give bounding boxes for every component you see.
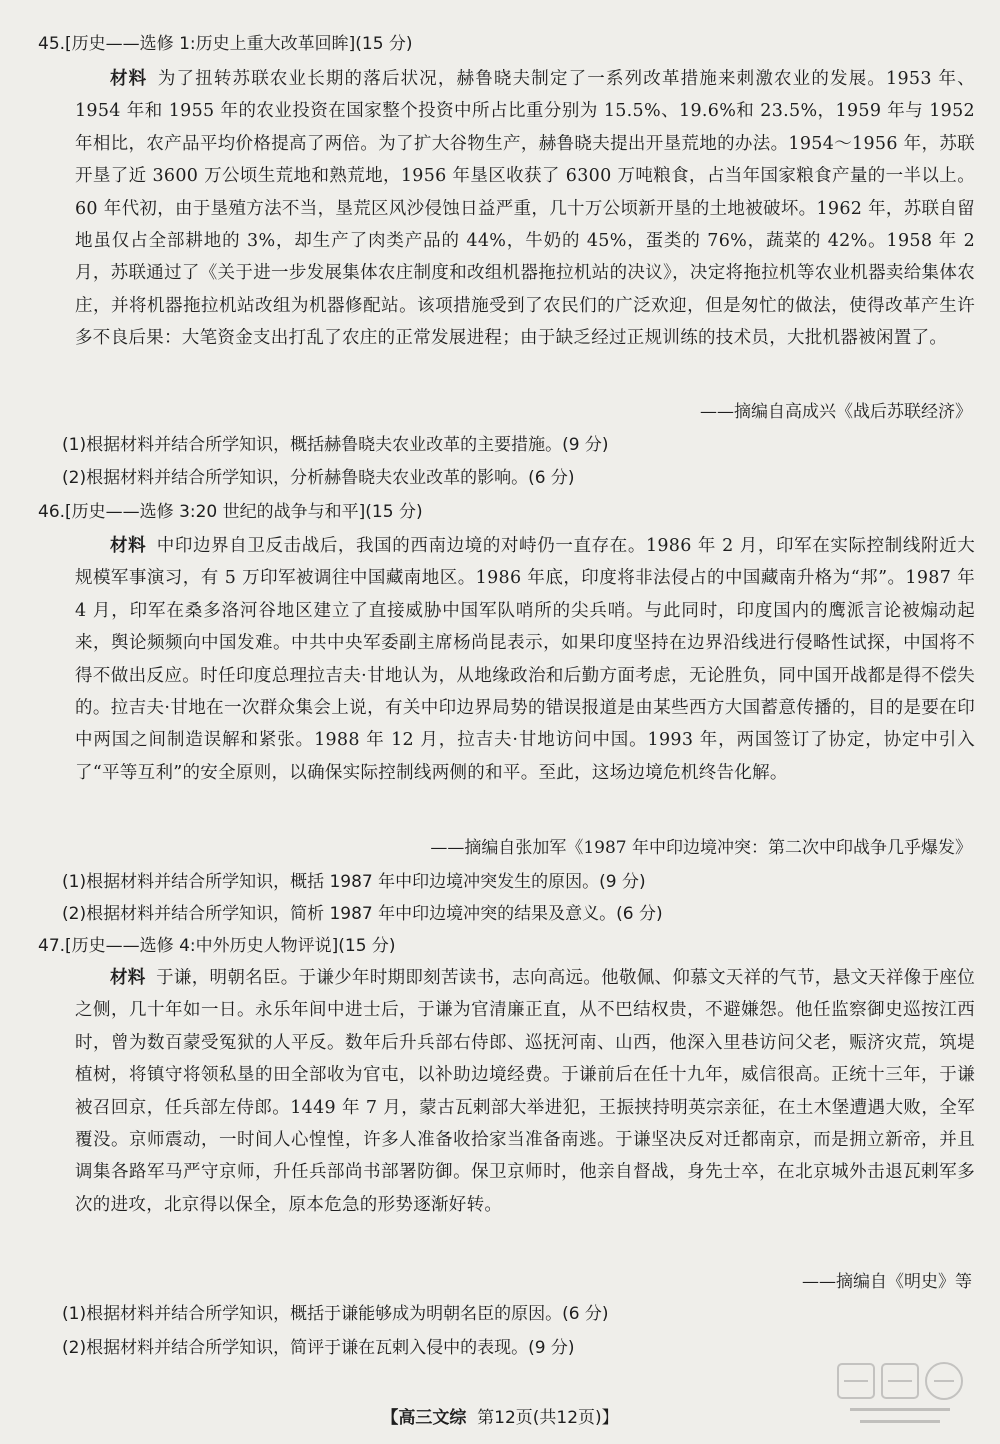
material-label: 材料 xyxy=(110,968,146,988)
question-46-subquestion-2: (2)根据材料并结合所学知识，简析 1987 年中印边境冲突的结果及意义。(6 分) xyxy=(62,904,663,924)
question-46-heading: 46.[历史——选修 3:20 世纪的战争与和平](15 分) xyxy=(38,502,423,522)
question-46-material-text: 中印边界自卫反击战后，我国的西南边境的对峙仍一直存在。1986 年 2 月，印军在实际控制线附近大规模军事演习，有 5 万印军被调往中国藏南地区。1986 年底，印度将非法侵占的中国藏南升格为“邦”。1987 年 4 月，印军在桑多洛河谷地区建立了直接威胁中国军队哨所的尖兵哨。与此同时，印度国内的鹰派言论被煽动起来，舆论频频向中国发难。中共中央军委副主席杨尚昆表示，如果印度坚持在边界沿线进行侵略性试探，中国将不得不做出反应。时任印度总理拉吉夫·甘地认为，从地缘政治和后勤方面考虑，无论胜负，同中国开战都是得不偿失的。拉吉夫·甘地在一次群众集会上说，有关中印边界局势的错误报道是由某些西方大国蓄意传播的，目的是要在印中两国之间制造误解和紧张。1988 年 12 月，拉吉夫·甘地访问中国。1993 年，两国签订了协定，协定中引入了“平等互利”的安全原则，以确保实际控制线两侧的和平。至此，这场边境危机终告化解。 xyxy=(75,536,975,783)
question-47-material xyxy=(75,962,975,1221)
footer-page-number: 第12页(共12页)】 xyxy=(477,1408,619,1428)
question-45-material xyxy=(75,63,975,355)
question-46-subquestion-1: (1)根据材料并结合所学知识，概括 1987 年中印边境冲突发生的原因。(9 分) xyxy=(62,872,646,892)
material-label: 材料 xyxy=(110,69,148,89)
material-label: 材料 xyxy=(110,536,147,556)
question-45-material-text: 为了扭转苏联农业长期的落后状况，赫鲁晓夫制定了一系列改革措施来刺激农业的发展。1953 年、1954 年和 1955 年的农业投资在国家整个投资中所占比重分别为 15.5%、19.6%和 23.5%，1959 年与 1952 年相比，农产品平均价格提高了两倍。为了扩大谷物生产，赫鲁晓夫提出开垦荒地的办法。1954～1956 年，苏联开垦了近 3600 万公顷生荒地和熟荒地，1956 年垦区收获了 6300 万吨粮食，占当年国家粮食产量的一半以上。60 年代初，由于垦殖方法不当，垦荒区风沙侵蚀日益严重，几十万公顷新开垦的土地被破坏。1962 年，苏联自留地虽仅占全部耕地的 3%，却生产了肉类产品的 44%，牛奶的 45%，蛋类的 76%，蔬菜的 42%。1958 年 2 月，苏联通过了《关于进一步发展集体农庄制度和改组机器拖拉机站的决议》，决定将拖拉机等农业机器卖给集体农庄，并将机器拖拉机站改组为机器修配站。该项措施受到了农民们的广泛欢迎，但是匆忙的做法，使得改革产生许多不良后果：大笔资金支出打乱了农庄的正常发展进程；由于缺乏经过正规训练的技术员，大批机器被闲置了。 xyxy=(75,69,975,349)
question-46-source: ——摘编自张加军《1987 年中印边境冲突：第二次中印战争几乎爆发》 xyxy=(430,838,972,858)
question-47-subquestion-2: (2)根据材料并结合所学知识，简评于谦在瓦剌入侵中的表现。(9 分) xyxy=(62,1338,575,1358)
question-45-heading: 45.[历史——选修 1:历史上重大改革回眸](15 分) xyxy=(38,34,413,54)
question-46-material xyxy=(75,530,975,789)
question-47-source: ——摘编自《明史》等 xyxy=(802,1272,972,1292)
footer-subject: 【高三文综 xyxy=(381,1408,467,1428)
question-45-subquestion-1: (1)根据材料并结合所学知识，概括赫鲁晓夫农业改革的主要措施。(9 分) xyxy=(62,435,609,455)
question-45-source: ——摘编自高成兴《战后苏联经济》 xyxy=(700,402,972,422)
question-47-heading: 47.[历史——选修 4:中外历史人物评说](15 分) xyxy=(38,936,396,956)
question-45-subquestion-2: (2)根据材料并结合所学知识，分析赫鲁晓夫农业改革的影响。(6 分) xyxy=(62,468,575,488)
bleed-through-text xyxy=(971,34,976,53)
question-47-subquestion-1: (1)根据材料并结合所学知识，概括于谦能够成为明朝名臣的原因。(6 分) xyxy=(62,1304,609,1324)
question-47-material-text: 于谦，明朝名臣。于谦少年时期即刻苦读书，志向高远。他敬佩、仰慕文天祥的气节，悬文天祥像于座位之侧，几十年如一日。永乐年间中进士后，于谦为官清廉正直，从不巴结权贵，不避嫌怨。他任监察御史巡按江西时，曾为数百蒙受冤狱的人平反。数年后升兵部右侍郎、巡抚河南、山西，他深入里巷访问父老，赈济灾荒，筑堤植树，将镇守将领私垦的田全部收为官屯，以补助边境经费。于谦前后在任十九年，威信很高。正统十三年，于谦被召回京，任兵部左侍郎。1449 年 7 月，蒙古瓦剌部大举进犯，王振挟持明英宗亲征，在土木堡遭遇大败，全军覆没。京师震动，一时间人心惶惶，许多人准备收拾家当准备南逃。于谦坚决反对迁都南京，而是拥立新帝，并且调集各路军马严守京师，升任兵部尚书部署防御。保卫京师时，他亲自督战，身先士卒，在北京城外击退瓦剌军多次的进攻，北京得以保全，原本危急的形势逐渐好转。 xyxy=(75,968,975,1215)
watermark-logo xyxy=(830,1358,970,1438)
